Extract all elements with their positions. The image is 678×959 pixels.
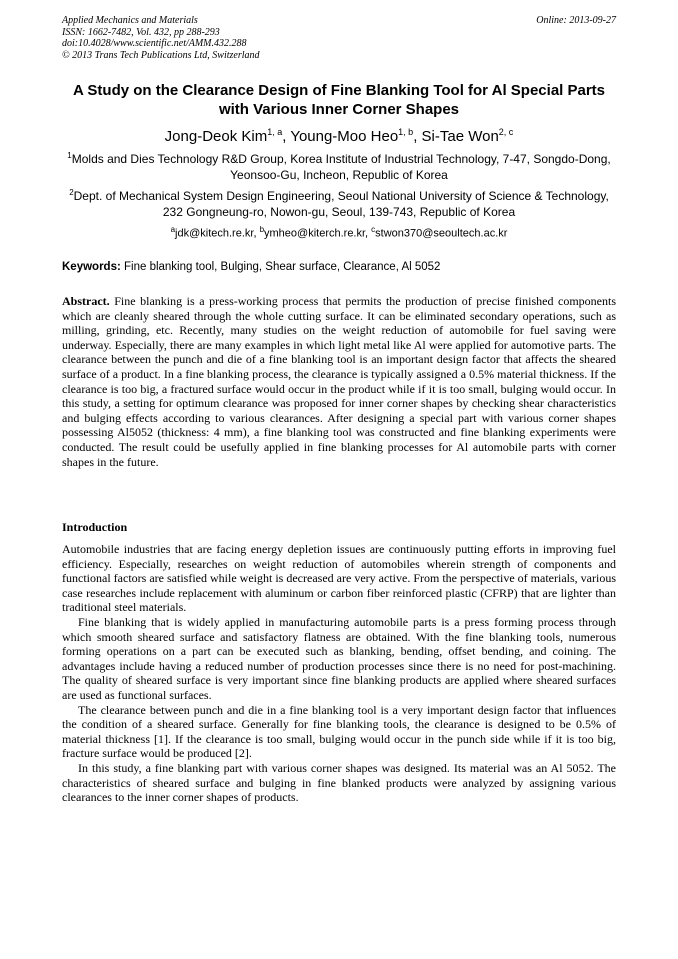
author-name: Si-Tae Won (421, 128, 499, 145)
paper-title: A Study on the Clearance Design of Fine Blanking Tool for Al Special Parts with Various Inner Corner Shapes (72, 82, 606, 118)
paragraph: Automobile industries that are facing energy depletion issues are continuously putting efforts in improving fuel efficiency. Especially, researches on weight reduction of automobiles wherein strength of components and functional factors are satisfied while weight is decreased are very active. From the perspective of materials, various case researches include replacement with aluminum or carbon fiber reinforced plastic (CFRP) that are lighter than traditional steel materials. (62, 542, 616, 615)
author-sup: 1, a (267, 127, 283, 137)
email-sup: a (170, 225, 176, 234)
affiliation-2 (62, 185, 616, 220)
doi-line: doi:10.4028/www.scientific.net/AMM.432.288 (62, 38, 247, 49)
paragraph: In this study, a fine blanking part with various corner shapes was designed. Its material was an Al 5052. The characteristics of sheared surface and bulging in fine blanked products were analyzed by assigning various clearances to the inner corner shapes of products. (62, 760, 616, 805)
author-list: Jong-Deok Kim$^{1, a}$, Young-Moo Heo$^{1, b}$, Si-Tae Won$^{2, c}$ (164, 127, 514, 145)
journal-info (62, 15, 260, 61)
email-link[interactable]: jdk@kitech.re.kr (175, 227, 254, 240)
issn-line: ISSN: 1662-7482, Vol. 432, pp 288-293 (62, 26, 220, 38)
abstract-label: Abstract. (62, 294, 110, 308)
author-name: Jong-Deok Kim (164, 128, 268, 145)
introduction-body (62, 542, 616, 805)
affiliation-sup: 2 (69, 188, 74, 197)
email-list: $^a$jdk@kitech.re.kr, $^b$ymheo@kiterch.re.kr, $^c$stwon370@seoultech.ac.kr (170, 225, 508, 240)
email-link[interactable]: ymheo@kiterch.re.kr (264, 227, 366, 240)
paragraph: The clearance between punch and die in a fine blanking tool is a very important design factor that influences the condition of a sheared surface. Generally for fine blanking tools, the clearance is designed to be 0.5% of material thickness [1]. If the clearance is too small, bulging would occur in the punch side while if it is too big, fracture surface would be produced [2]. (62, 702, 616, 761)
email-link[interactable]: stwon370@seoultech.ac.kr (375, 227, 508, 240)
keywords-label: Keywords: (62, 261, 121, 273)
author-sup: 1, b (398, 127, 414, 137)
online-date: Online: 2013-09-27 (536, 15, 616, 26)
affiliation-text: Dept. of Mechanical System Design Engineering, Seoul National University of Science & Technology, 232 Gongneung-ro, Nowon-gu, Seoul, 139-743, Republic of Korea (73, 189, 609, 219)
journal-name: Applied Mechanics and Materials (62, 15, 198, 26)
author-sup: 2, c (498, 127, 514, 137)
affiliation-1 (62, 148, 616, 183)
author-name: Young-Moo Heo (290, 128, 399, 145)
email-sup: b (259, 225, 265, 234)
copyright-line: © 2013 Trans Tech Publications Ltd, Switzerland (62, 49, 260, 61)
affiliation-text: Molds and Dies Technology R&D Group, Korea Institute of Industrial Technology, 7-47, Songdo-Dong, Yeonsoo-Gu, Incheon, Republic of Korea (71, 152, 611, 182)
abstract (62, 294, 616, 469)
affiliation-sup: 1 (67, 151, 72, 160)
journal-header (62, 15, 616, 61)
email-sup: c (371, 225, 376, 234)
paragraph: Fine blanking that is widely applied in manufacturing automobile parts is a press forming process through which smooth sheared surface and satisfactory flatness are obtained. With the fine blanking tools, numerous forming operations on a part can be executed such as blanking, bending, offset bending, and coining. The advantages include having a reduced number of production processes since there is no need for post-machining. The quality of sheared surface is very important since fine blanking products are applied where sheared surfaces are used as functional surfaces. (62, 614, 616, 702)
keywords (62, 260, 616, 275)
abstract-text: Fine blanking is a press-working process that permits the production of precise finished components which are cleanly sheared through the whole cutting surface. It can be eliminated secondary operations, such as milling, grinding, etc. Recently, many studies on the weight reduction of automobile for fuel saving were underway. Especially, there are many examples in which light metal like Al were applied for automotive parts. The clearance between the punch and die of a fine blanking tool is an important design factor that affects the sheared surface of a product. In a fine blanking process, the clearance is typically assigned a 0.5% material thickness. If the clearance is too big, a fractured surface would occur in the product while if it is too small, bulging would occur. In this study, a setting for optimum clearance was proposed for inner corner shapes by checking shear characteristics and bulging effects according to various clearances. After designing a special part with various corner shapes possessing Al5052 (thickness: 4 mm), a fine blanking tool was constructed and fine blanking experiments were conducted. The result could be usefully applied in fine blanking processes for Al automobile parts with corner shapes in the future. (62, 294, 616, 469)
keywords-text: Fine blanking tool, Bulging, Shear surface, Clearance, Al 5052 (124, 261, 441, 273)
section-heading: Introduction (62, 520, 128, 534)
